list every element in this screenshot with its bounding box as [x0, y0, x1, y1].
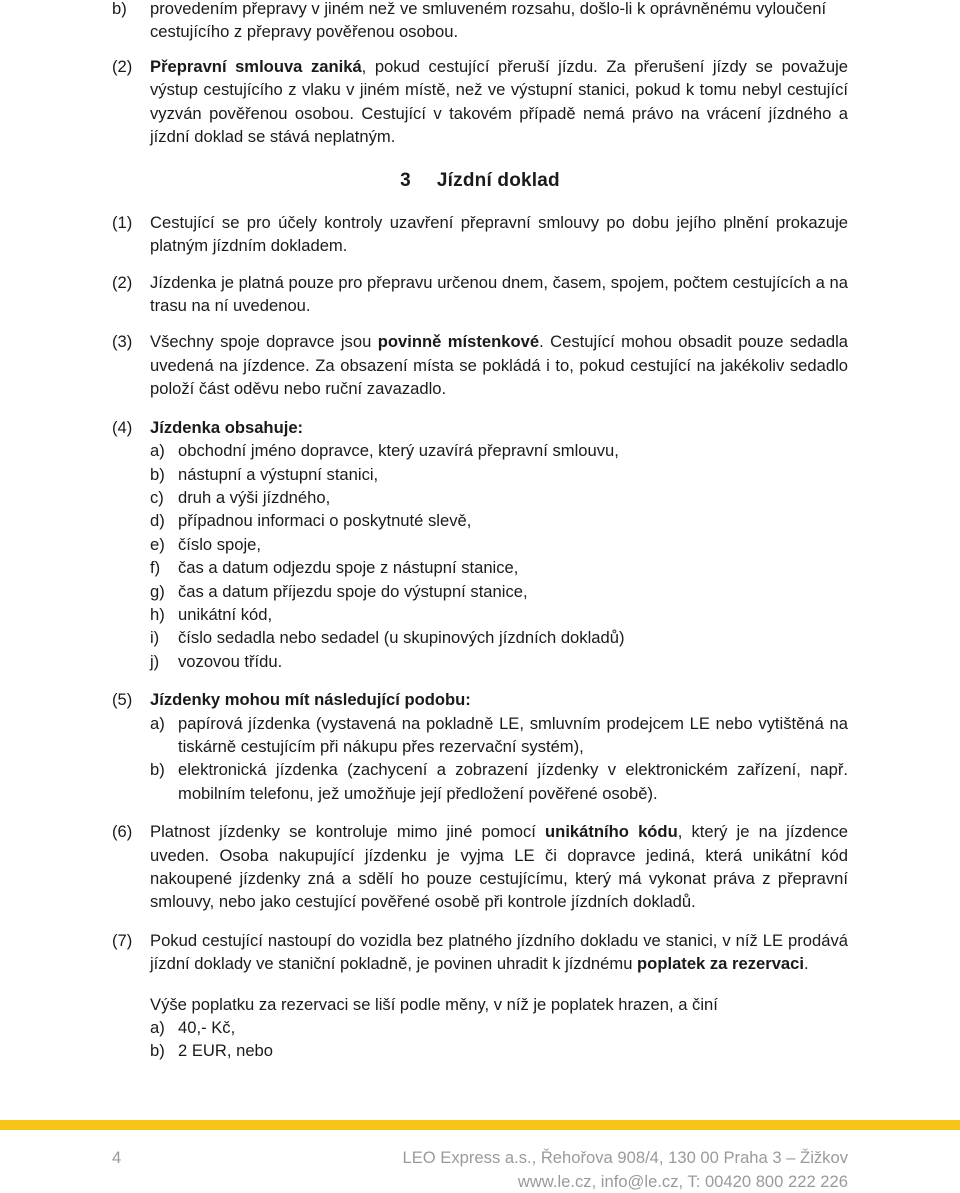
paragraph-3: [112, 330, 848, 400]
item-letter: b): [112, 0, 127, 18]
list-item: d) případnou informaci o poskytnuté slevě,: [150, 511, 472, 531]
paragraph-heading: Jízdenka obsahuje:: [150, 417, 304, 437]
paragraph-text: .: [804, 954, 809, 974]
company-address: LEO Express a.s., Řehořova 908/4, 130 00 Praha 3 – Žižkov: [402, 1148, 848, 1167]
paragraph-number: (3): [112, 332, 133, 352]
paragraph-number: (1): [112, 212, 133, 232]
list-item: j) vozovou třídu.: [150, 651, 283, 671]
paragraph-1: [112, 211, 848, 258]
intro-paragraph-2: [112, 55, 848, 149]
list-item: a) 40,- Kč,: [150, 1018, 236, 1038]
list-item: h) unikátní kód,: [150, 604, 273, 624]
list-item: i) číslo sedadla nebo sedadel (u skupinových jízdních dokladů): [150, 628, 625, 648]
paragraph-number: (7): [112, 930, 133, 950]
paragraph-heading: Jízdenky mohou mít následující podobu:: [150, 690, 471, 710]
section-number: 3: [400, 170, 411, 192]
paragraph-number: (2): [112, 272, 133, 292]
paragraph-text: Platnost jízdenky se kontroluje mimo jiné pomocí: [150, 822, 546, 842]
paragraph-bold: Přepravní smlouva zaniká: [150, 56, 362, 76]
section-title: Jízdní doklad: [436, 170, 560, 192]
document-page: [112, 0, 848, 1063]
list-item: c) druh a výši jízdného,: [150, 487, 331, 507]
paragraph-number: (4): [112, 417, 133, 437]
page-number: 4: [112, 1148, 122, 1167]
paragraph-bold: povinně místenkové: [377, 332, 540, 352]
ticket-forms-list: [150, 712, 848, 806]
paragraph-4: [112, 416, 848, 673]
paragraph-bold: unikátního kódu: [545, 822, 678, 842]
paragraph-text: , pokud cestující přeruší jízdu. Za přerušení jízdy se považuje výstup cestujícího z vlaku v jiném místě, než ve výstupní stanici, pokud k tomu nebyl cestující vyzván pověřenou osobou. Cestující v takovém případě nemá právo na vrácení jízdného a jízdní doklad se stává neplatným.: [150, 56, 848, 147]
paragraph-text: Všechny spoje dopravce jsou: [150, 332, 378, 352]
list-item: e) číslo spoje,: [150, 534, 262, 554]
paragraph-6: [112, 820, 848, 914]
paragraph-7: [112, 929, 848, 1063]
list-item: b) elektronická jízdenka (zachycení a zobrazení jízdenky v elektronickém zařízení, např. mobilním telefonu, jež umožňuje její předložení pověřené osobě).: [150, 760, 848, 803]
fee-text: Výše poplatku za rezervaci se liší podle měny, v níž je poplatek hrazen, a činí: [150, 994, 718, 1014]
item-text: provedením přepravy v jiném než ve smluveném rozsahu, došlo-li k oprávněnému vyloučení cestujícího z přepravy pověřenou osobou.: [150, 0, 827, 42]
paragraph-number: (6): [112, 822, 133, 842]
paragraph-2: [112, 271, 848, 318]
paragraph-5: [112, 688, 848, 805]
ticket-contents-list: [150, 439, 848, 673]
paragraph-number: (2): [112, 56, 133, 76]
paragraph-text: . Cestující mohou obsadit pouze sedadla uvedená na jízdence. Za obsazení místa se pokládá i to, pokud cestující na jakékoliv sedadlo položí část oděvu nebo ruční zavazadlo.: [150, 332, 848, 399]
paragraph-bold: poplatek za rezervaci: [637, 954, 804, 974]
paragraph-text: Jízdenka je platná pouze pro přepravu určenou dnem, časem, spojem, počtem cestujících a na trasu na ní uvedenou.: [150, 272, 848, 316]
list-item: b) nástupní a výstupní stanici,: [150, 464, 379, 484]
intro-item-b: [112, 0, 848, 44]
paragraph-text: , který je na jízdence uveden. Osoba nakupující jízdenku je vyjma LE či dopravce jediná, která unikátní kód nakoupené jízdenky zná a sdělí ho pouze cestujícímu, který má vykonat práva z přepravní smlouvy, nebo jako cestující pověřené osobě při kontrole jízdních dokladů.: [150, 822, 848, 912]
paragraph-text: Cestující se pro účely kontroly uzavření přepravní smlouvy po dobu jejího plnění prokazuje platným jízdním dokladem.: [150, 212, 848, 256]
list-item: b) 2 EUR, nebo: [150, 1041, 274, 1061]
list-item: g) čas a datum příjezdu spoje do výstupní stanice,: [150, 581, 528, 601]
paragraph-text: Pokud cestující nastoupí do vozidla bez platného jízdního dokladu ve stanici, v níž LE prodává jízdní doklady ve staniční pokladně, je povinen uhradit k jízdnému: [150, 930, 848, 974]
footer-accent-bar: [0, 1120, 960, 1130]
list-item: a) papírová jízdenka (vystavená na pokladně LE, smluvním prodejcem LE nebo vytištěná na tiskárně cestujícím při nákupu přes rezervační systém),: [150, 713, 848, 756]
list-item: a) obchodní jméno dopravce, který uzavírá přepravní smlouvu,: [150, 441, 619, 461]
list-item: f) čas a datum odjezdu spoje z nástupní stanice,: [150, 558, 519, 578]
company-contact: www.le.cz, info@le.cz, T: 00420 800 222 226: [517, 1172, 848, 1191]
paragraph-number: (5): [112, 690, 133, 710]
fee-list: [150, 1016, 848, 1063]
section-heading: [112, 169, 848, 192]
